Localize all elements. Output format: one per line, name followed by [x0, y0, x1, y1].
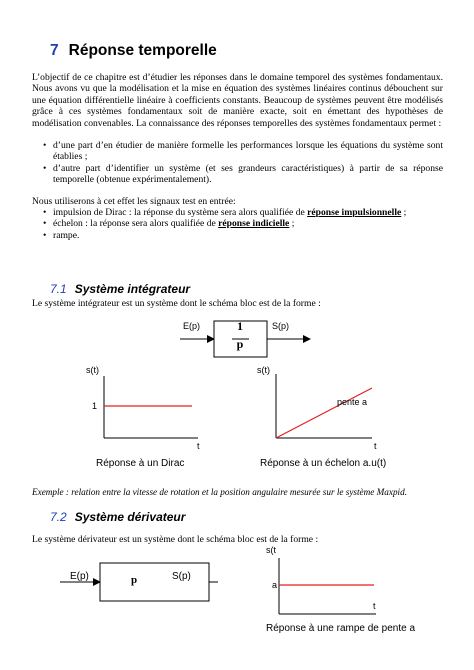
- y-axis-label: s(t: [266, 545, 276, 555]
- list-item: • échelon : la réponse sera alors qualifiée de réponse indicielle ;: [40, 218, 443, 229]
- list-item: • rampe.: [40, 230, 443, 241]
- subsection-heading-differentiator: 7.2 Système dérivateur: [50, 510, 186, 524]
- ramp-response-graph: [270, 548, 390, 620]
- section-title: Réponse temporelle: [68, 42, 217, 59]
- list-item: • d’une part d’en étudier de manière formelle les performances lorsque les équations du système sont établies ;: [40, 140, 443, 163]
- y-axis-label: s(t): [257, 365, 270, 375]
- block-numerator: 1: [237, 319, 243, 333]
- list-item: • d’autre part d’identifier un système (et ses grandeurs caractéristiques) à partir de sa réponse temporelle (obtenue expérimentalement).: [40, 163, 443, 186]
- dirac-response-graph: [96, 370, 216, 450]
- response-curve: [276, 388, 372, 438]
- x-axis-label: t: [197, 441, 200, 451]
- block-output-label: S(p): [172, 571, 191, 582]
- intro-paragraph: L’objectif de ce chapitre est d’étudier les réponses dans le domaine temporel des systèmes fondamentaux. Nous avons vu que la modélisation et la mise en équation des systèmes linéaires continus débouchent sur une équation différentielle linéaire à coefficients constants. Beaucoup de systèmes peuvent être modélisés grâce à ces systèmes fondamentaux soit de manière exacte, soit en émettant des hypothèses de modélisation convenables. La connaissance des réponses temporelles des systèmes fondamentaux permet :: [32, 72, 443, 129]
- level-label: a: [272, 580, 278, 590]
- term-impulse-response: réponse impulsionnelle: [307, 207, 402, 218]
- list-item: • impulsion de Dirac : la réponse du système sera alors qualifiée de réponse impulsionnelle ;: [40, 207, 443, 218]
- block-input-label: E(p): [70, 571, 89, 582]
- y-axis-label: s(t): [86, 365, 99, 375]
- bullet-list: [40, 140, 443, 186]
- slope-label: pente a: [337, 397, 368, 407]
- integrator-text: Le système intégrateur est un système dont le schéma bloc est de la forme :: [32, 298, 321, 309]
- step-caption: Réponse à un échelon a.u(t): [260, 458, 387, 469]
- section-heading: [50, 42, 217, 60]
- ramp-caption: Réponse à une rampe de pente a: [266, 623, 415, 634]
- x-axis-label: t: [373, 601, 376, 611]
- block-content: p: [130, 574, 138, 586]
- subsection-heading-integrator: 7.1 Système intégrateur: [50, 282, 191, 296]
- example-text: Exemple : relation entre la vitesse de rotation et la position angulaire mesurée sur le système Maxpid.: [32, 487, 407, 497]
- signals-list: [40, 207, 443, 241]
- dirac-caption: Réponse à un Dirac: [96, 458, 185, 469]
- step-response-graph: [268, 370, 388, 450]
- block-denominator: p: [236, 337, 244, 351]
- term-step-response: réponse indicielle: [218, 218, 290, 230]
- x-axis-label: t: [374, 441, 377, 451]
- section-number: 7: [50, 42, 59, 59]
- transfer-block: [100, 563, 209, 601]
- level-label: 1: [92, 401, 98, 411]
- differentiator-text: Le système dérivateur est un système dont le schéma bloc est de la forme :: [32, 534, 319, 545]
- block-output-label: S(p): [272, 321, 290, 331]
- signals-intro: Nous utiliserons à cet effet les signaux test en entrée:: [32, 196, 236, 207]
- block-input-label: E(p): [183, 321, 201, 331]
